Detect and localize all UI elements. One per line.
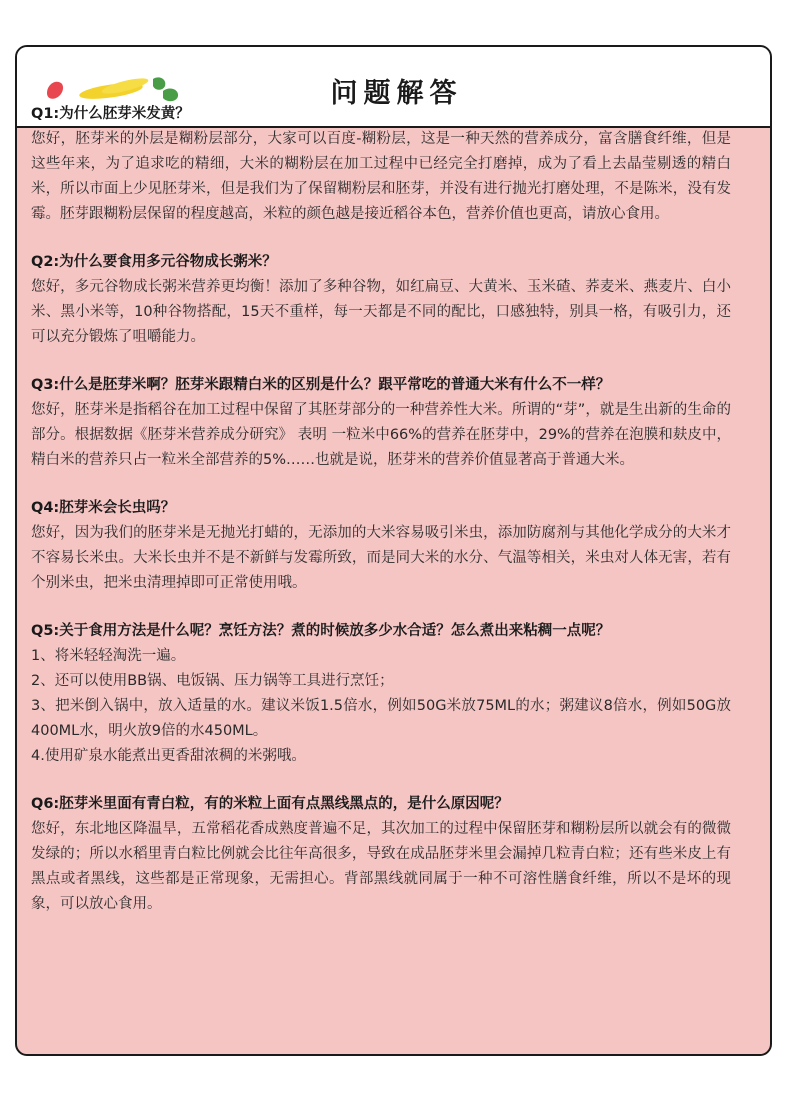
faq-answer: 您好，胚芽米是指稻谷在加工过程中保留了其胚芽部分的一种营养性大米。所谓的“芽”，就是生出新的生命的部分。根据数据《胚芽米营养成分研究》 表明 一粒米中66%的营养在胚芽中，29%的营养在泡膜和麸皮中，精白米的营养只占一粒米全部营养的5%……也就是说，胚芽米的营养价值显著高于普通大米。	[31, 402, 731, 468]
faq-question: Q2:为什么要食用多元谷物成长粥米？	[31, 254, 277, 270]
faq-answer: 您好，东北地区降温旱，五常稻花香成熟度普遍不足，其次加工的过程中保留胚芽和糊粉层所以就会有的微微发绿的；所以水稻里青白粒比例就会比往年高很多，导致在成品胚芽米里会漏掉几粒青白粒；还有些米皮上有黑点或者黑线，这些都是正常现象，无需担心。背部黑线就同属于一种不可溶性膳食纤维，所以不是坏的现象，可以放心食用。	[31, 821, 731, 912]
faq-item-4	[31, 496, 731, 596]
faq-list	[31, 102, 731, 940]
faq-answer: 您好，因为我们的胚芽米是无抛光打蜡的，无添加的大米容易吸引米虫，添加防腐剂与其他化学成分的大米才不容易长米虫。大米长虫并不是不新鲜与发霉所致，而是同大米的水分、气温等相关，米虫对人体无害，若有个别米虫，把米虫清理掉即可正常使用哦。	[31, 525, 731, 591]
faq-item-6	[31, 792, 731, 917]
faq-answer: 您好，胚芽米的外层是糊粉层部分，大家可以百度-糊粉层，这是一种天然的营养成分，富含膳食纤维，但是这些年来，为了追求吃的精细，大米的糊粉层在加工过程中已经完全打磨掉，成为了看上去晶莹剔透的精白米，所以市面上少见胚芽米，但是我们为了保留糊粉层和胚芽，并没有进行抛光打磨处理，不是陈米，没有发霉。胚芽跟糊粉层保留的程度越高，米粒的颜色越是接近稻谷本色，营养价值也更高，请放心食用。	[31, 131, 731, 222]
answer-step: 1、将米轻轻淘洗一遍。	[31, 648, 186, 664]
faq-item-5	[31, 619, 731, 769]
page-title: 问题解答	[330, 78, 463, 109]
faq-question: Q6:胚芽米里面有青白粒，有的米粒上面有点黑线黑点的，是什么原因呢？	[31, 796, 509, 812]
answer-step: 4.使用矿泉水能煮出更香甜浓稠的米粥哦。	[31, 748, 306, 764]
faq-item-2	[31, 250, 731, 350]
faq-question: Q3:什么是胚芽米啊？胚芽米跟精白米的区别是什么？跟平常吃的普通大米有什么不一样？	[31, 377, 611, 393]
faq-question: Q4:胚芽米会长虫吗？	[31, 500, 176, 516]
answer-step: 3、把米倒入锅中，放入适量的水。建议米饭1.5倍水，例如50G米放75ML的水；粥建议8倍水，例如50G放400ML水，明火放9倍的水450ML。	[31, 698, 731, 739]
faq-answer	[31, 644, 731, 769]
faq-question: Q5:关于食用方法是什么呢？烹饪方法？煮的时候放多少水合适？怎么煮出来粘稠一点呢？	[31, 623, 611, 639]
faq-answer: 您好，多元谷物成长粥米营养更均衡！添加了多种谷物，如红扁豆、大黄米、玉米碴、荞麦米、燕麦片、白小米、黑小米等，10种谷物搭配，15天不重样，每一天都是不同的配比，口感独特，别具一格，有吸引力，还可以充分锻炼了咀嚼能力。	[31, 279, 731, 345]
faq-item-1	[31, 102, 731, 227]
answer-step: 2、还可以使用BB锅、电饭锅、压力锅等工具进行烹饪；	[31, 673, 394, 689]
faq-item-3	[31, 373, 731, 473]
faq-question: Q1:为什么胚芽米发黄？	[31, 106, 190, 122]
